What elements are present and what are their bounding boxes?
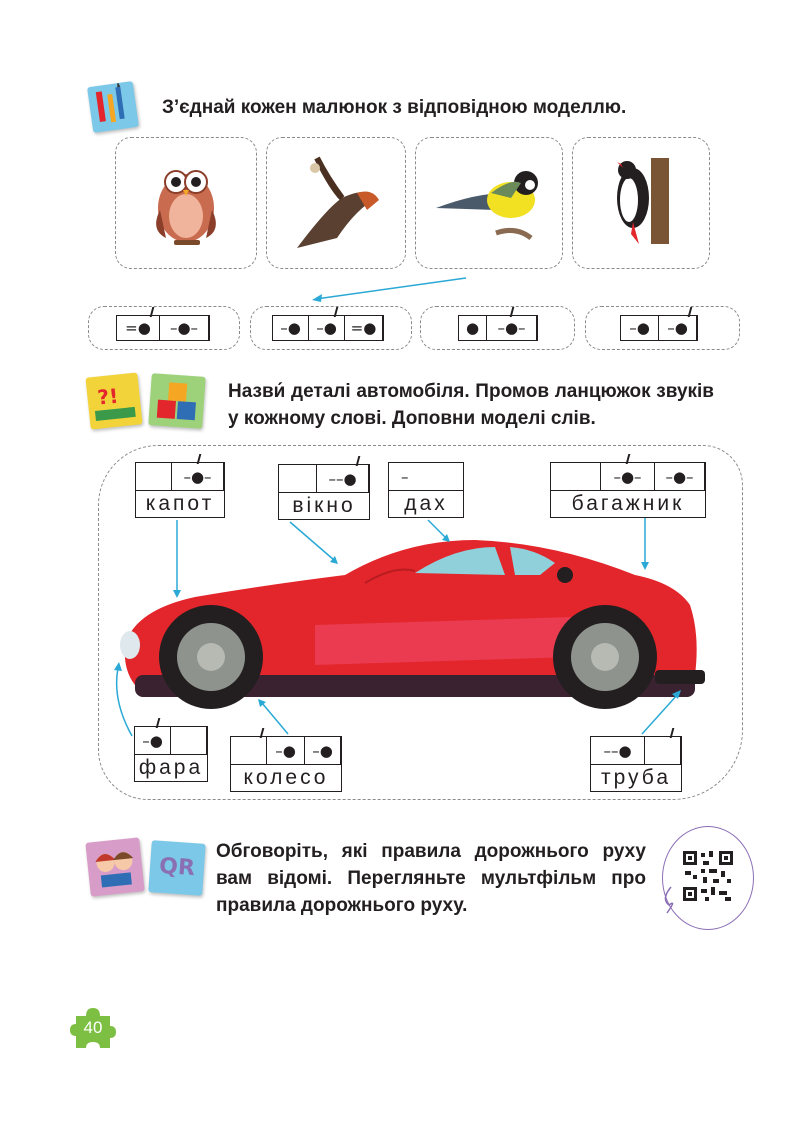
word-label: колесо <box>230 764 342 792</box>
word-label: труба <box>590 764 682 792</box>
task1-instruction: З’єднай кожен малюнок з відповідною моделлю. <box>162 97 627 118</box>
model-cell: –● <box>273 316 309 340</box>
model-cell: ● <box>459 316 487 340</box>
qr-code-icon <box>681 849 735 903</box>
model-cell: –●– <box>601 463 655 490</box>
word-label: вікно <box>278 492 370 520</box>
qr-label: QR <box>158 853 196 882</box>
model-cell: –● <box>621 316 659 340</box>
word-label: дах <box>388 490 464 518</box>
pen-loop-icon <box>659 885 683 915</box>
model-cell: –●– <box>655 463 705 490</box>
task2-instruction: Назви́ деталі автомобіля. Промов ланцюжок звуків у кожному слові. Доповни моделі слів. <box>228 381 714 429</box>
task-badge: ?! <box>96 383 120 410</box>
model-cell: –● <box>309 316 345 340</box>
model-cell: – <box>401 467 409 486</box>
model-cell: ––● <box>591 737 645 764</box>
qr-code-link[interactable] <box>662 826 754 930</box>
word-label: капот <box>135 490 225 518</box>
model-cell: =● <box>117 316 160 340</box>
word-label: багажник <box>550 490 706 518</box>
model-cell: –● <box>135 727 171 754</box>
model-cell: –● <box>305 737 341 764</box>
word-label: фара <box>134 754 208 782</box>
model-cell: =● <box>345 316 383 340</box>
model-cell: ––● <box>317 465 369 492</box>
model-cell: –●– <box>160 316 209 340</box>
page-number-badge <box>70 1006 116 1052</box>
page-number: 40 <box>83 1018 103 1037</box>
model-cell: –● <box>267 737 305 764</box>
task3-instruction: Обговоріть, які правила дорожнього руху вам відомі. Перегляньте мультфільм про правила дорожнього руху. <box>216 841 646 916</box>
model-cell: –●– <box>172 463 224 490</box>
children-task-icon <box>85 837 144 896</box>
model-cell: –● <box>659 316 697 340</box>
model-cell: –●– <box>487 316 537 340</box>
qr-task-icon <box>148 840 205 896</box>
